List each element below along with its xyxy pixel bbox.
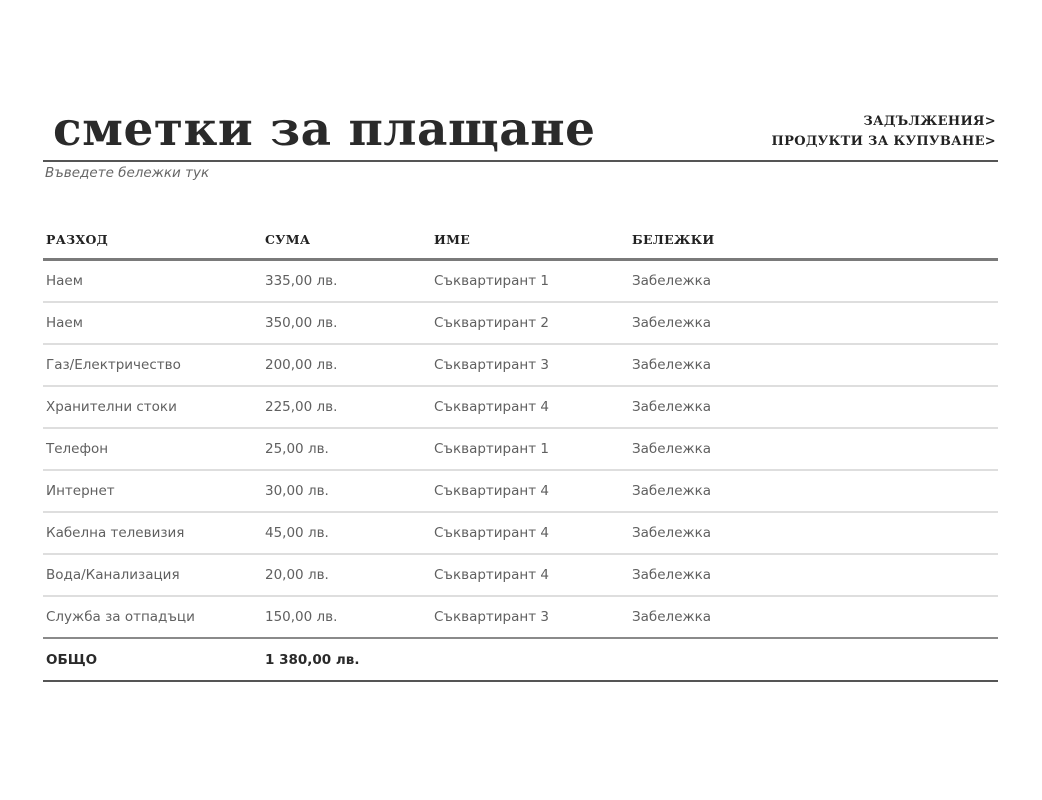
column-header-expense[interactable]: РАЗХОД [43, 221, 262, 260]
note-cell[interactable]: Забележка [629, 470, 998, 512]
expense-cell[interactable]: Хранителни стоки [43, 386, 262, 428]
table-row [43, 470, 998, 512]
amount-cell[interactable]: 335,00 лв. [262, 260, 431, 303]
expense-cell[interactable]: Кабелна телевизия [43, 512, 262, 554]
total-empty-cell [629, 638, 998, 681]
name-cell[interactable]: Съквартирант 3 [431, 344, 629, 386]
table-row [43, 428, 998, 470]
expense-cell[interactable]: Наем [43, 302, 262, 344]
expense-cell[interactable]: Вода/Канализация [43, 554, 262, 596]
note-cell[interactable]: Забележка [629, 344, 998, 386]
total-row [43, 638, 998, 681]
amount-cell[interactable]: 45,00 лв. [262, 512, 431, 554]
note-cell[interactable]: Забележка [629, 302, 998, 344]
note-cell[interactable]: Забележка [629, 428, 998, 470]
amount-cell[interactable]: 150,00 лв. [262, 596, 431, 638]
notes-field[interactable]: Въведете бележки тук [45, 165, 210, 181]
note-cell[interactable]: Забележка [629, 386, 998, 428]
table-row [43, 386, 998, 428]
nav-link-shopping-list[interactable]: ПРОДУКТИ ЗА КУПУВАНЕ> [771, 134, 996, 149]
column-header-name[interactable]: ИМЕ [431, 221, 629, 260]
expense-cell[interactable]: Интернет [43, 470, 262, 512]
column-header-notes[interactable]: БЕЛЕЖКИ [629, 221, 998, 260]
page-title: сметки за плащане [53, 102, 596, 157]
nav-link-obligations[interactable]: ЗАДЪЛЖЕНИЯ> [863, 114, 996, 129]
table-row [43, 302, 998, 344]
total-label: ОБЩО [43, 638, 262, 681]
amount-cell[interactable]: 30,00 лв. [262, 470, 431, 512]
expense-cell[interactable]: Газ/Електричество [43, 344, 262, 386]
table-row [43, 596, 998, 638]
column-header-amount[interactable]: СУМА [262, 221, 431, 260]
expense-cell[interactable]: Служба за отпадъци [43, 596, 262, 638]
name-cell[interactable]: Съквартирант 2 [431, 302, 629, 344]
amount-cell[interactable]: 200,00 лв. [262, 344, 431, 386]
title-divider [43, 160, 998, 162]
note-cell[interactable]: Забележка [629, 554, 998, 596]
table-row [43, 344, 998, 386]
table-row [43, 260, 998, 303]
table-header-row [43, 221, 998, 260]
expense-cell[interactable]: Наем [43, 260, 262, 303]
name-cell[interactable]: Съквартирант 4 [431, 512, 629, 554]
name-cell[interactable]: Съквартирант 1 [431, 428, 629, 470]
name-cell[interactable]: Съквартирант 3 [431, 596, 629, 638]
total-empty-cell [431, 638, 629, 681]
note-cell[interactable]: Забележка [629, 512, 998, 554]
amount-cell[interactable]: 350,00 лв. [262, 302, 431, 344]
name-cell[interactable]: Съквартирант 4 [431, 386, 629, 428]
bills-table [43, 221, 998, 682]
name-cell[interactable]: Съквартирант 1 [431, 260, 629, 303]
name-cell[interactable]: Съквартирант 4 [431, 554, 629, 596]
note-cell[interactable]: Забележка [629, 260, 998, 303]
note-cell[interactable]: Забележка [629, 596, 998, 638]
name-cell[interactable]: Съквартирант 4 [431, 470, 629, 512]
total-amount: 1 380,00 лв. [262, 638, 431, 681]
amount-cell[interactable]: 25,00 лв. [262, 428, 431, 470]
table-row [43, 512, 998, 554]
table-row [43, 554, 998, 596]
sheet-navigation [772, 112, 996, 152]
amount-cell[interactable]: 225,00 лв. [262, 386, 431, 428]
expense-cell[interactable]: Телефон [43, 428, 262, 470]
amount-cell[interactable]: 20,00 лв. [262, 554, 431, 596]
